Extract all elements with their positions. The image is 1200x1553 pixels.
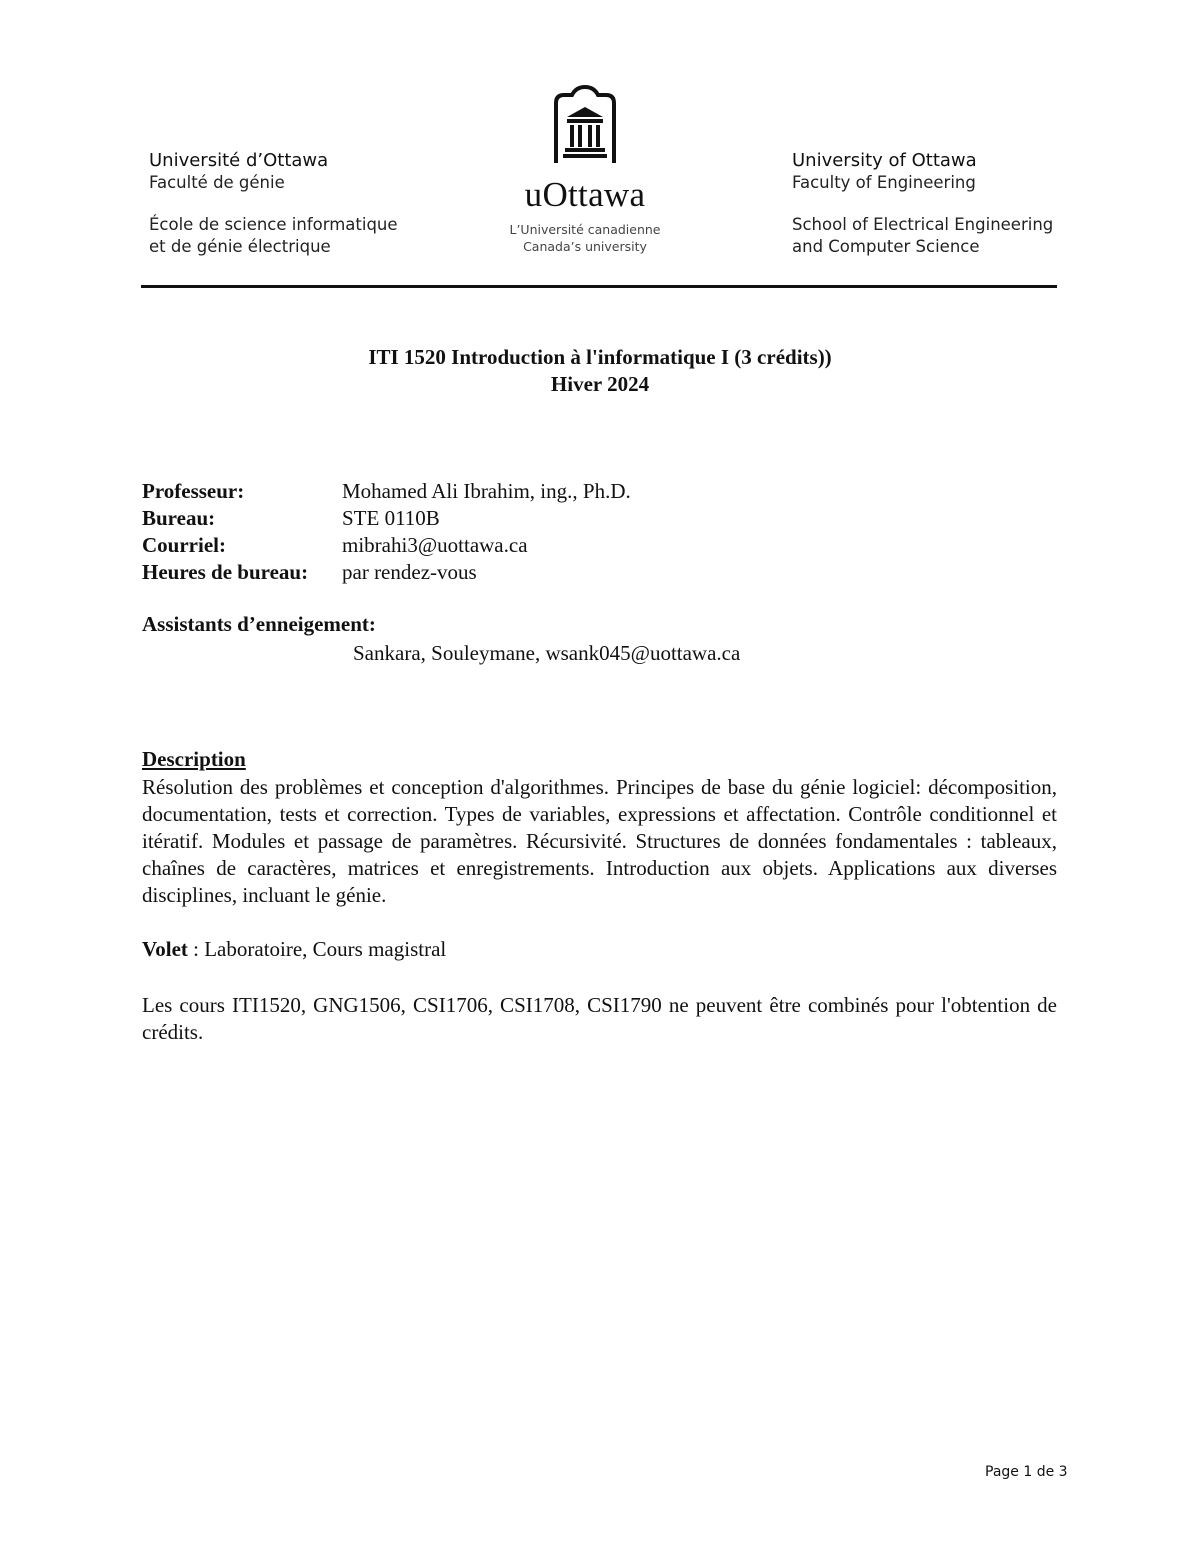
professor-row [142,478,631,505]
school-name-en-line1: School of Electrical Engineering [792,215,1054,234]
professor-label: Professeur: [142,479,245,503]
uottawa-logo [500,85,670,255]
office-hours-value: par rendez-vous [342,560,477,584]
school-name-fr-line2: et de génie électrique [149,237,331,256]
university-name-en: University of Ottawa [792,150,977,171]
university-building-icon [550,85,620,165]
logo-wordmark: uOttawa [524,175,646,214]
email-row [142,532,631,559]
volet-line [142,937,446,962]
credit-exclusion-note: Les cours ITI1520, GNG1506, CSI1706, CSI1708, CSI1790 ne peuvent être combinés pour l'obtention de crédits. [142,993,1057,1044]
description-heading: Description [142,747,246,771]
faculty-name-en: Faculty of Engineering [792,173,976,192]
teaching-assistants-heading: Assistants d’enneigement: [142,612,376,636]
office-hours-row [142,559,631,586]
course-term: Hiver 2024 [550,372,650,396]
page-number: Page 1 de 3 [985,1464,1068,1480]
header-french-block [149,150,398,258]
header-divider [141,285,1057,288]
university-name-fr: Université d’Ottawa [149,150,329,171]
logo-tagline-fr: L’Université canadienne [509,222,661,237]
faculty-name-fr: Faculté de génie [149,173,285,192]
school-name-en-line2: and Computer Science [792,237,980,256]
email-value[interactable]: mibrahi3@uottawa.ca [342,533,528,557]
office-label: Bureau: [142,506,216,530]
school-name-fr-line1: École de science informatique [149,215,398,234]
teaching-assistant-entry: Sankara, Souleymane, wsank045@uottawa.ca [353,641,741,665]
volet-value: : Laboratoire, Cours magistral [187,937,447,961]
office-value: STE 0110B [342,506,440,530]
email-label: Courriel: [142,533,226,557]
header-english-block [792,150,1053,258]
logo-tagline-en: Canada’s university [523,239,647,254]
office-row [142,505,631,532]
professor-value: Mohamed Ali Ibrahim, ing., Ph.D. [342,479,631,503]
course-title: ITI 1520 Introduction à l'informatique I (3 crédits)) [368,345,832,369]
description-text: Résolution des problèmes et conception d'algorithmes. Principes de base du génie logiciel: décomposition, documentation, tests et correction. Types de variables, expressions et affectation. Contrôle conditionnel et itératif. Modules et passage de paramètres. Récursivité. Structures de données fondamentales : tableaux, chaînes de caractères, matrices et enregistrements. Introduction aux objets. Applications aux diverses disciplines, incluant le génie. [142,775,1057,907]
contact-info [142,478,631,586]
volet-label: Volet [142,937,188,961]
office-hours-label: Heures de bureau: [142,560,309,584]
